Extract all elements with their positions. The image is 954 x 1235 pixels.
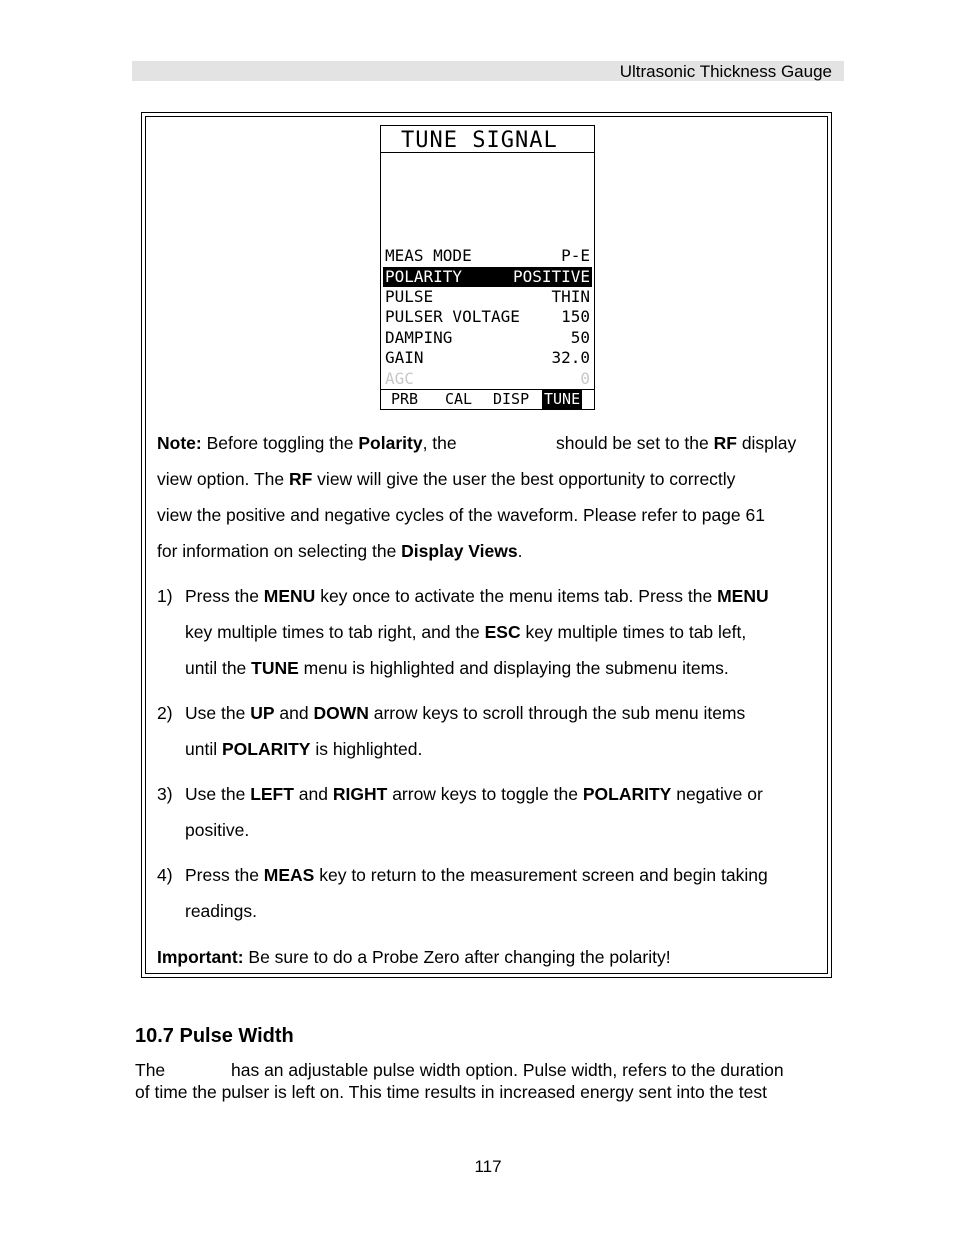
lcd-row-value: 32.0 [551,348,590,367]
text-run: ESC [484,622,521,642]
note-line-4 [157,541,522,561]
text-run: RIGHT [332,784,388,804]
text-run: MENU [717,586,769,606]
lcd-row-polarity [383,267,592,287]
step-4-line-1 [185,865,768,885]
lcd-row-damping [383,328,592,348]
text-run: until the [185,658,252,678]
step-1-line-2 [185,622,746,642]
step-1-line-3 [185,658,729,678]
lcd-screen [380,125,595,410]
text-run: view option. The [157,469,289,489]
text-run: arrow keys to scroll through the sub menu items [368,703,746,723]
lcd-tab-cal: CAL [445,390,473,408]
lcd-row-pulser-voltage [383,307,592,327]
lcd-row-pulse [383,287,592,307]
step-1-line-1 [185,586,769,606]
text-run: MEAS [263,865,315,885]
lcd-row-value: 50 [570,328,590,347]
step-number: 3) [157,784,173,804]
lcd-row-value: P-E [561,246,590,265]
text-run: negative or [671,784,763,804]
text-run: key once to activate the menu items tab. Press the [315,586,718,606]
lcd-row-key: AGC [385,369,414,388]
lcd-row-value: 0 [580,369,590,388]
text-run: . [517,541,523,561]
lcd-row-value: 150 [561,307,590,326]
text-run: Polarity [358,433,423,453]
lcd-row-value: POSITIVE [512,267,590,286]
note-line-2 [157,469,735,489]
text-run: TUNE [251,658,299,678]
lcd-title: TUNE SIGNAL [401,128,558,153]
text-run: The [135,1060,166,1080]
lcd-tab-bar [381,389,594,409]
text-run: and [274,703,314,723]
lcd-row-key: DAMPING [385,328,453,347]
text-run: Use the [185,703,251,723]
text-run: view will give the user the best opportunity to correctly [312,469,736,489]
lcd-row-key: PULSE [385,287,434,306]
lcd-row-key: POLARITY [385,267,463,286]
step-number: 2) [157,703,173,723]
text-run: Press the [185,865,264,885]
note-line-1 [157,433,457,453]
text-run: LEFT [250,784,294,804]
step-3-line-1 [185,784,763,804]
section-heading: 10.7 Pulse Width [135,1025,294,1047]
running-header [132,61,844,81]
section-para-line-1-end: has an adjustable pulse width option. Pulse width, refers to the duration [231,1060,784,1080]
note-line-3: view the positive and negative cycles of the waveform. Please refer to page 61 [157,505,765,525]
text-run: POLARITY [582,784,672,804]
lcd-row-gain [383,348,592,368]
text-run: menu is highlighted and displaying the submenu items. [298,658,729,678]
lcd-row-key: MEAS MODE [385,246,472,265]
note-line-1-end [556,433,796,453]
text-run: Be sure to do a Probe Zero after changing the polarity! [243,947,671,967]
step-number: 4) [157,865,173,885]
text-run: MENU [263,586,316,606]
text-run: display [736,433,797,453]
text-run: until [185,739,222,759]
lcd-row-value: THIN [551,287,590,306]
lcd-tab-disp: DISP [493,390,530,408]
text-run: key to return to the measurement screen and begin taking [314,865,768,885]
text-run: RF [713,433,737,453]
text-run: DOWN [313,703,369,723]
lcd-tab-tune: TUNE [544,390,581,408]
step-4-line-2: readings. [185,901,257,921]
text-run: Press the [185,586,264,606]
text-run: UP [250,703,275,723]
text-run: POLARITY [221,739,311,759]
section-para-line-1 [135,1059,165,1081]
step-2-line-1 [185,703,745,723]
header-title: Ultrasonic Thickness Gauge [619,62,832,81]
lcd-row-meas-mode [383,246,592,266]
important-label: Important: [157,947,244,967]
lcd-title-underline [381,152,594,153]
text-run: Before toggling the [201,433,359,453]
lcd-row-agc [383,369,592,389]
text-run: for information on selecting the [157,541,402,561]
lcd-row-key: GAIN [385,348,424,367]
text-run: Display Views [401,541,518,561]
text-run: and [293,784,333,804]
text-run: should be set to the [556,433,714,453]
step-3-line-2: positive. [185,820,250,840]
step-number: 1) [157,586,173,606]
text-run: Use the [185,784,251,804]
text-run: RF [288,469,313,489]
step-2-line-2 [185,739,422,759]
text-run: is highlighted. [310,739,423,759]
text-run: key multiple times to tab right, and the [185,622,485,642]
note-label: Note: [157,433,202,453]
text-run: arrow keys to toggle the [387,784,583,804]
text-run: key multiple times to tab left, [520,622,747,642]
section-para-line-2: of time the pulser is left on. This time results in increased energy sent into the test [135,1082,767,1102]
lcd-row-key: PULSER VOLTAGE [385,307,520,326]
text-run: , the [422,433,457,453]
page-number: 117 [474,1157,502,1176]
lcd-tab-prb: PRB [391,390,419,408]
important-note [157,947,671,967]
